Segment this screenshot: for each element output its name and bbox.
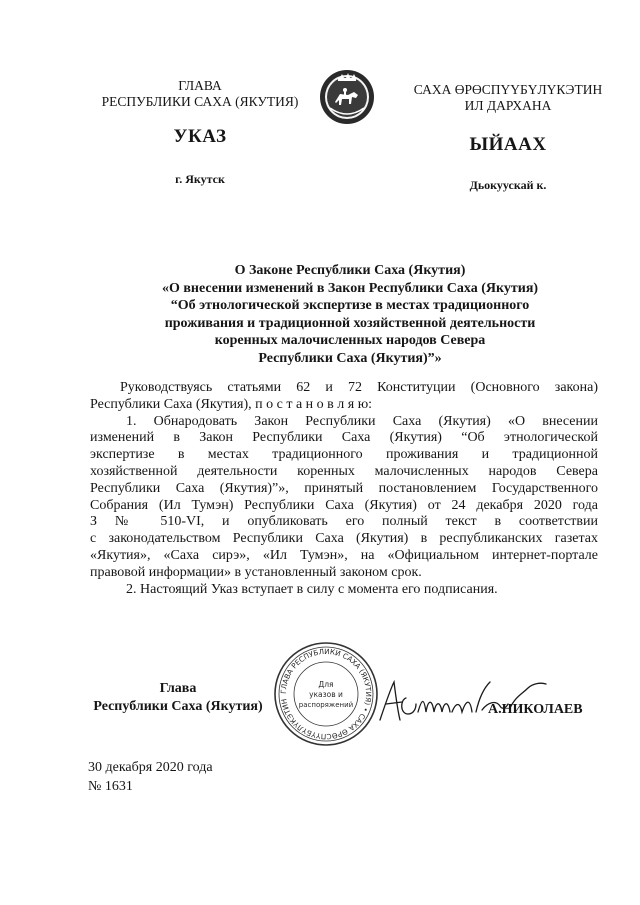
item-1-line: З № 510-VI, и опубликовать его полный текст в соответствии: [90, 514, 598, 530]
issuer-heading-ru: [70, 78, 330, 110]
city-ru: г. Якутск: [175, 172, 225, 186]
decree-body: [90, 380, 598, 598]
position-line-2: Республики Саха (Якутия): [93, 699, 263, 714]
title-line: “Об этнологической экспертизе в местах традиционного: [170, 298, 530, 314]
intro-line: Руководствуясь статьями 62 и 72 Конституции (Основного закона): [120, 380, 598, 395]
decree-number: № 1631: [88, 779, 133, 794]
title-line: О Законе Республики Саха (Якутия): [234, 263, 466, 278]
item-1-line: изменений в Закон Республики Саха (Якутия) “Об этнологической: [90, 430, 598, 446]
doc-type-sakha: ЫЙААХ: [469, 134, 547, 155]
issuer-heading-sakha: [392, 82, 624, 114]
decree-date: 30 декабря 2020 года: [88, 760, 213, 775]
item-1-line: Собрания (Ил Тумэн) Республики Саха (Якутия) от 24 декабря 2020 года: [90, 497, 598, 513]
item-2-line: 2. Настоящий Указ вступает в силу с момента его подписания.: [126, 581, 498, 597]
seal-center-line-3: распоряжений: [298, 701, 354, 709]
item-1-line: правовой информации» в установленный законом срок.: [90, 564, 422, 580]
decree-date-number: [88, 758, 213, 796]
coat-of-arms-icon: [318, 68, 376, 126]
item-1-line: «Якутия», «Саха сирэ», «Ил Тумэн», на «Официальном интернет-портале: [90, 547, 598, 563]
item-1-line: экспертизе в местах традиционного проживания и традиционной: [90, 447, 598, 463]
seal-ring-text: ГЛАВА РЕСПУБЛИКИ САХА (ЯКУТИЯ) • САХА ӨРӨСПҮҮБҮЛҮКЭТИН: [278, 646, 374, 742]
title-line: коренных малочисленных народов Севера: [214, 333, 486, 349]
item-1-line: 1. Обнародовать Закон Республики Саха (Якутия) «О внесении: [126, 413, 598, 429]
signatory-name: А.НИКОЛАЕВ: [488, 702, 583, 717]
seal-center-line-1: Для: [318, 680, 334, 689]
signatory-position: [88, 680, 268, 716]
item-1-line: с законодательством Республики Саха (Якутия) в республиканских газетах: [90, 531, 598, 547]
position-line-1: Глава: [159, 681, 197, 696]
official-seal-stamp: [272, 640, 380, 748]
decree-title: [100, 262, 600, 368]
item-1-line: Республики Саха (Якутия)”», принятый постановлением Государственного: [90, 480, 598, 496]
seal-center-line-2: указов и: [309, 690, 343, 699]
item-1-line: хозяйственной деятельности коренных малочисленных народов Севера: [90, 463, 598, 479]
title-line: Республики Саха (Якутия)”»: [258, 350, 442, 366]
issuer-line-2: РЕСПУБЛИКИ САХА (ЯКУТИЯ): [101, 94, 299, 109]
title-line: проживания и традиционной хозяйственной деятельности: [164, 315, 536, 331]
issuer-sakha-line-2: ИЛ ДАРХАНА: [464, 98, 552, 113]
issuer-line-1: ГЛАВА: [178, 78, 222, 93]
title-line: «О внесении изменений в Закон Республики Саха (Якутия): [161, 280, 539, 296]
handwritten-signature: [372, 668, 552, 728]
doc-type-ru: УКАЗ: [173, 126, 227, 147]
intro-line: Республики Саха (Якутия), п о с т а н о в л я ю:: [90, 396, 373, 412]
city-sakha: Дьокуускай к.: [469, 178, 547, 192]
issuer-sakha-line-1: САХА ӨРӨСПҮҮБҮЛҮКЭТИН: [413, 82, 603, 97]
